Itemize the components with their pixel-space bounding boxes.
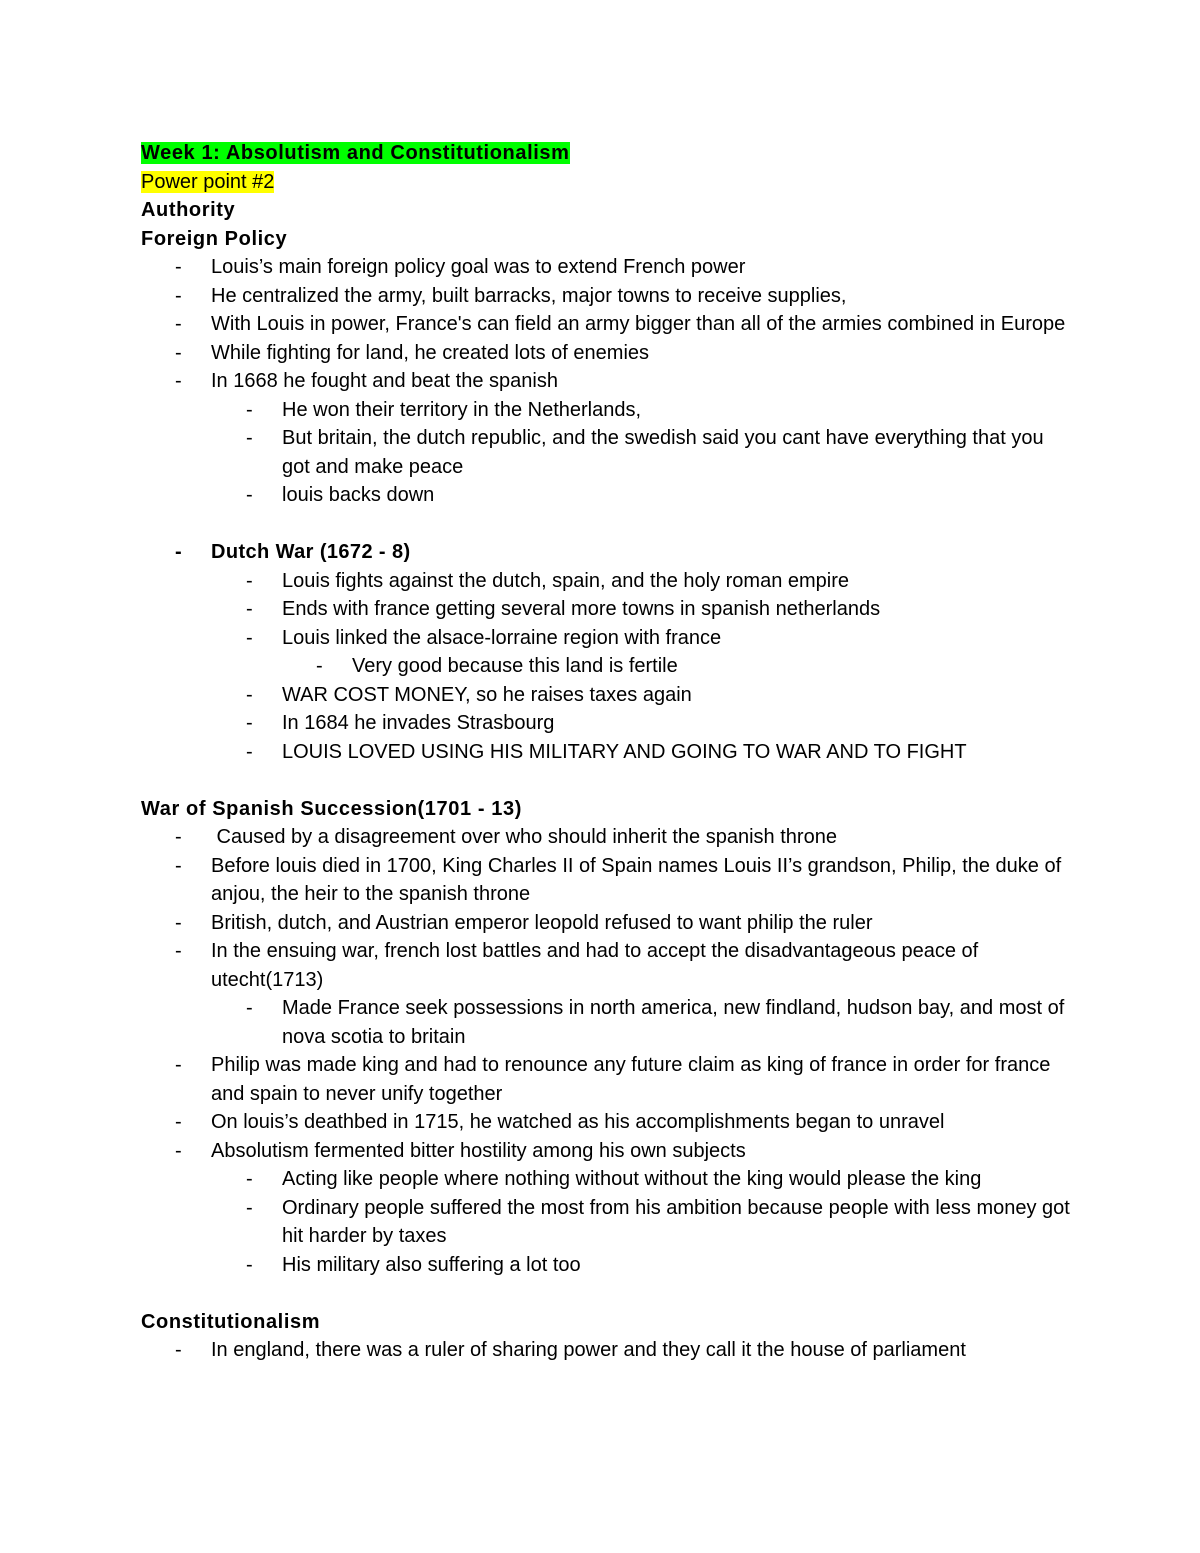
bullet-dash: -	[246, 626, 253, 649]
list-item	[141, 1108, 1071, 1137]
list-item-text: Acting like people where nothing without without the king would please the king	[282, 1168, 982, 1190]
list-item	[141, 1336, 1071, 1365]
dutch-war-list	[141, 538, 1071, 766]
succession-list	[141, 823, 1071, 1279]
bullet-dash: -	[246, 569, 253, 592]
spacer	[141, 510, 1071, 539]
list-item-text: Dutch War (1672 - 8)	[211, 541, 411, 563]
list-item	[141, 282, 1071, 311]
list-item	[141, 367, 1071, 396]
list-item-text: He won their territory in the Netherlands,	[282, 398, 642, 421]
list-item	[141, 253, 1071, 282]
list-item-text: Ends with france getting several more towns in spanish netherlands	[282, 598, 881, 620]
list-item-text: Louis linked the alsace-lorraine region with france	[282, 626, 722, 649]
list-item	[141, 937, 1071, 994]
list-item	[141, 339, 1071, 368]
sub-list-item	[141, 1165, 1071, 1194]
bullet-dash: -	[175, 826, 182, 848]
list-item-text: In england, there was a ruler of sharing power and they call it the house of parliament	[211, 1339, 966, 1361]
document-title: Week 1: Absolutism and Constitutionalism	[141, 142, 570, 164]
sub-list-item	[141, 396, 1071, 425]
list-item-text: WAR COST MONEY, so he raises taxes again	[282, 683, 692, 706]
sub-list-item	[141, 624, 1071, 653]
constitutionalism-list	[141, 1336, 1071, 1365]
list-item-text: While fighting for land, he created lots of enemies	[211, 341, 650, 364]
list-item-text: Louis’s main foreign policy goal was to extend French power	[211, 256, 746, 278]
spacer	[141, 766, 1071, 795]
bullet-dash: -	[175, 1111, 182, 1133]
list-item	[141, 852, 1071, 909]
list-item-text: In 1668 he fought and beat the spanish	[211, 370, 558, 392]
sub-list-item	[141, 481, 1071, 510]
list-item-text: louis backs down	[282, 484, 435, 506]
list-item	[141, 1137, 1071, 1166]
sub-list-item	[141, 994, 1071, 1051]
sub-list-item	[141, 1251, 1071, 1280]
bullet-dash: -	[175, 256, 182, 278]
bullet-dash: -	[246, 398, 253, 421]
bullet-dash: -	[316, 655, 323, 677]
list-item-text: Philip was made king and had to renounce any future claim as king of france in order for france and spain to never unify together	[211, 1054, 1051, 1105]
list-item-text: He centralized the army, built barracks, major towns to receive supplies,	[211, 284, 847, 307]
list-item-text: British, dutch, and Austrian emperor leopold refused to want philip the ruler	[211, 911, 873, 934]
bullet-dash: -	[246, 997, 253, 1019]
bullet-dash: -	[246, 1253, 253, 1276]
list-item-text: Louis fights against the dutch, spain, and the holy roman empire	[282, 569, 850, 592]
list-item	[141, 823, 1071, 852]
list-item	[141, 909, 1071, 938]
spacer	[141, 1279, 1071, 1308]
list-item-text: In 1684 he invades Strasbourg	[282, 712, 555, 734]
bullet-dash: -	[175, 284, 182, 307]
list-item-text: Very good because this land is fertile	[352, 655, 678, 677]
bullet-dash: -	[175, 313, 182, 335]
list-item-text: Caused by a disagreement over who should inherit the spanish throne	[211, 826, 837, 848]
bullet-dash: -	[175, 911, 182, 934]
bullet-dash: -	[175, 341, 182, 364]
bullet-dash: -	[175, 940, 182, 962]
list-item-text: Before louis died in 1700, King Charles II of Spain names Louis II’s grandson, Philip, the duke of anjou, the heir to the spanish throne	[211, 854, 1062, 905]
bullet-dash: -	[175, 370, 182, 392]
sub-list-item	[141, 1194, 1071, 1251]
list-item-text: In the ensuing war, french lost battles and had to accept the disadvantageous peace of utecht(1713)	[211, 940, 979, 991]
bullet-dash: -	[175, 1054, 182, 1076]
bullet-dash: -	[175, 1139, 182, 1162]
list-item-text: Made France seek possessions in north america, new findland, hudson bay, and most of nova scotia to britain	[282, 997, 1065, 1048]
sub-sub-list-item	[141, 652, 1071, 681]
sub-list-item	[141, 567, 1071, 596]
heading-spanish-succession: War of Spanish Succession(1701 - 13)	[141, 797, 522, 820]
list-item-text: Ordinary people suffered the most from his ambition because people with less money got hit harder by taxes	[282, 1196, 1070, 1247]
list-item-text: But britain, the dutch republic, and the swedish said you cant have everything that you got and make peace	[282, 427, 1044, 478]
sub-list-item	[141, 424, 1071, 481]
list-item-text: On louis’s deathbed in 1715, he watched as his accomplishments began to unravel	[211, 1111, 945, 1133]
heading-constitutionalism: Constitutionalism	[141, 1310, 321, 1333]
heading-authority: Authority	[141, 199, 236, 221]
bullet-dash: -	[175, 854, 182, 877]
foreign-policy-list	[141, 253, 1071, 510]
bullet-dash: -	[175, 541, 183, 563]
sub-list-item	[141, 595, 1071, 624]
bullet-dash: -	[246, 598, 253, 620]
sub-list-item	[141, 681, 1071, 710]
document-subtitle: Power point #2	[141, 170, 275, 193]
list-item-text: Absolutism fermented bitter hostility among his own subjects	[211, 1139, 746, 1162]
document-page	[141, 139, 1071, 1365]
bullet-dash: -	[246, 1168, 253, 1190]
bullet-dash: -	[246, 1196, 253, 1219]
bullet-dash: -	[246, 484, 253, 506]
list-item	[141, 1051, 1071, 1108]
bullet-dash: -	[246, 712, 253, 734]
heading-foreign-policy: Foreign Policy	[141, 227, 288, 250]
bullet-dash: -	[175, 1339, 182, 1361]
list-item-text: With Louis in power, France's can field an army bigger than all of the armies combined in Europe	[211, 313, 1066, 335]
bullet-dash: -	[246, 683, 253, 706]
list-item-text: LOUIS LOVED USING HIS MILITARY AND GOING TO WAR AND TO FIGHT	[282, 740, 967, 763]
list-item	[141, 310, 1071, 339]
bullet-dash: -	[246, 427, 253, 449]
sub-list-item	[141, 738, 1071, 767]
dutch-war-heading	[141, 538, 1071, 567]
sub-list-item	[141, 709, 1071, 738]
bullet-dash: -	[246, 740, 253, 763]
list-item-text: His military also suffering a lot too	[282, 1253, 581, 1276]
